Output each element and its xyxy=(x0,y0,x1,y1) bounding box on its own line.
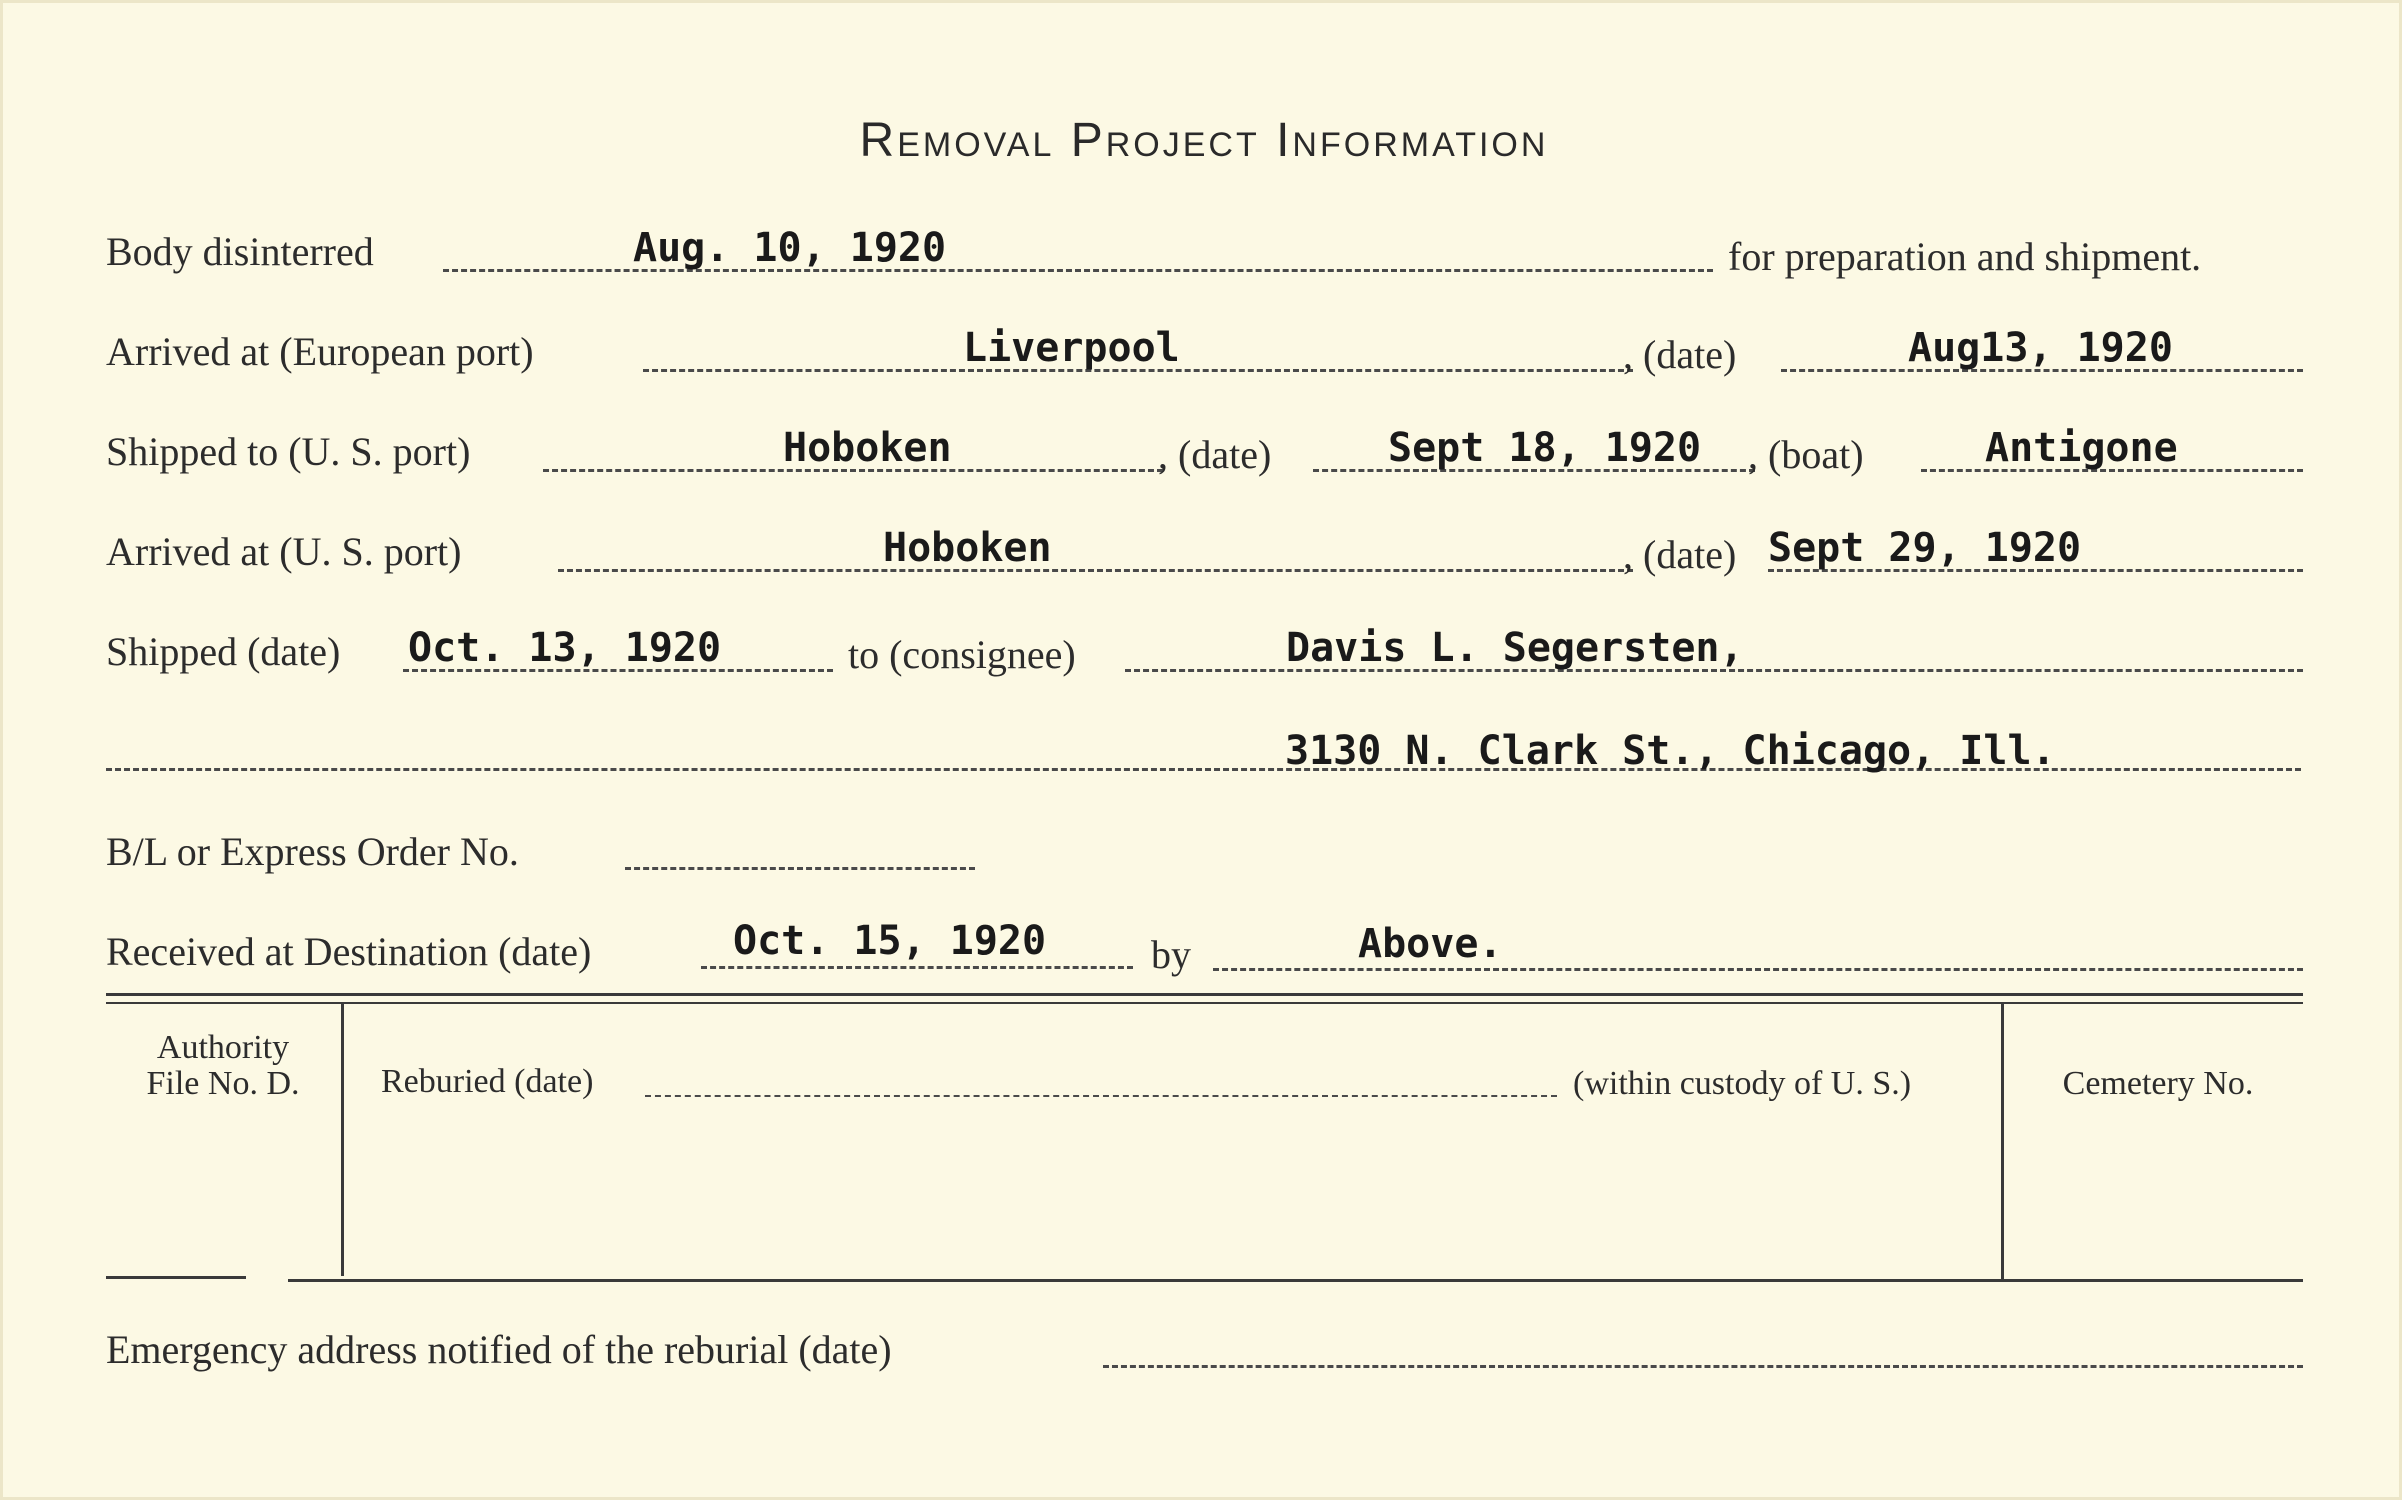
shipped-us-value: Hoboken xyxy=(783,425,952,471)
shipped-us-label: Shipped to (U. S. port) xyxy=(106,429,471,474)
consignee-value: Davis L. Segersten, xyxy=(1286,625,1744,671)
reburied-label: Reburied (date) xyxy=(381,1063,594,1100)
euro-port-date-label: , (date) xyxy=(1623,332,1737,377)
disinterred-suffix: for preparation and shipment. xyxy=(1728,234,2202,279)
consignee-label: to (consignee) xyxy=(848,632,1076,677)
arrived-us-label: Arrived at (U. S. port) xyxy=(106,529,462,574)
received-by-label: by xyxy=(1151,932,1191,977)
page-title: Removal Project Information xyxy=(859,114,1549,167)
shipped-us-boat-label: , (boat) xyxy=(1748,432,1864,477)
address-value: 3130 N. Clark St., Chicago, Ill. xyxy=(1285,728,2056,774)
emergency-label: Emergency address notified of the reburial (date) xyxy=(106,1327,892,1372)
authority-label: Authority xyxy=(156,1029,290,1066)
euro-port-label: Arrived at (European port) xyxy=(106,329,534,374)
received-value: Oct. 15, 1920 xyxy=(733,918,1047,964)
custody-label: (within custody of U. S.) xyxy=(1573,1065,1912,1102)
reburied-line xyxy=(645,1095,1557,1097)
box-divider-left xyxy=(341,1004,344,1276)
box-bottom-rule xyxy=(288,1279,2303,1282)
box-bottom-rule-left xyxy=(106,1276,246,1279)
authority-file-label: File No. D. xyxy=(146,1064,300,1102)
received-label: Received at Destination (date) xyxy=(106,929,592,974)
shipped-us-date-value: Sept 18, 1920 xyxy=(1388,425,1702,471)
box-top-rule-second xyxy=(106,1002,2303,1004)
shipped-label: Shipped (date) xyxy=(106,629,341,674)
bl-label: B/L or Express Order No. xyxy=(106,829,519,874)
arrived-us-date-label: , (date) xyxy=(1623,532,1737,577)
box-divider-right xyxy=(2001,1004,2004,1282)
bl-line xyxy=(625,867,975,870)
box-top-rule xyxy=(106,993,2303,996)
arrived-us-line xyxy=(558,569,1633,572)
received-by-value: Above. xyxy=(1358,921,1503,967)
received-line xyxy=(701,966,1133,969)
shipped-us-date-label: , (date) xyxy=(1158,432,1272,477)
disinterred-label: Body disinterred xyxy=(106,229,374,274)
shipped-value: Oct. 13, 1920 xyxy=(408,625,722,671)
euro-port-date-value: Aug13, 1920 xyxy=(1908,325,2173,371)
euro-port-value: Liverpool xyxy=(963,325,1180,371)
emergency-line xyxy=(1103,1365,2303,1368)
arrived-us-date-value: Sept 29, 1920 xyxy=(1768,525,2082,571)
received-by-line xyxy=(1213,968,2303,971)
arrived-us-value: Hoboken xyxy=(883,525,1052,571)
shipped-us-boat-value: Antigone xyxy=(1985,425,2178,471)
authority-cell xyxy=(118,1030,328,1101)
disinterred-value: Aug. 10, 1920 xyxy=(633,225,947,271)
cemetery-label: Cemetery No. xyxy=(2062,1065,2254,1102)
